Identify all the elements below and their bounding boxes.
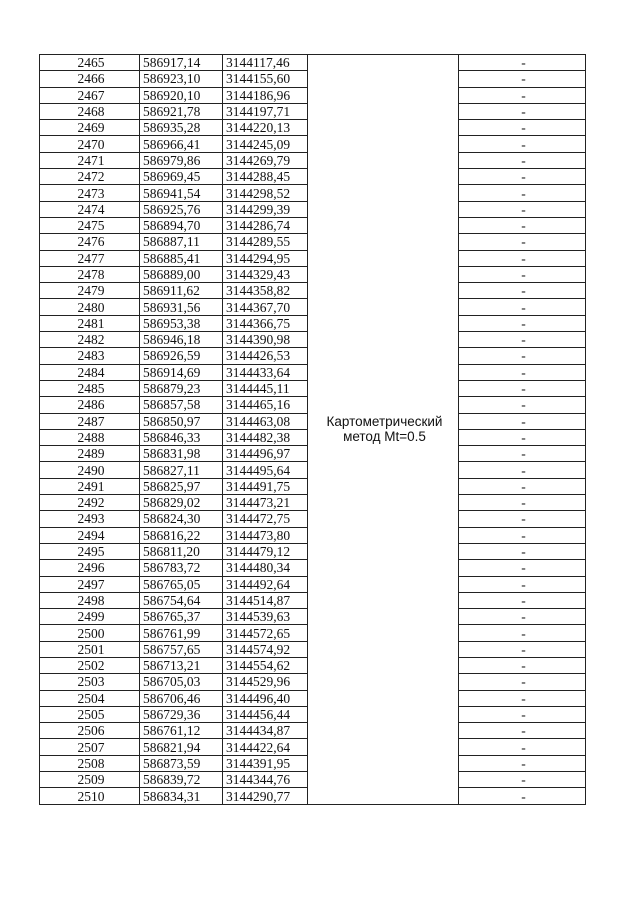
- y-coordinate-cell: 3144290,77: [223, 788, 308, 804]
- y-coordinate-cell: 3144434,87: [223, 723, 308, 739]
- accuracy-dash-cell: -: [459, 87, 586, 103]
- y-coordinate-cell: 3144288,45: [223, 169, 308, 185]
- point-number-cell: 2492: [40, 495, 140, 511]
- x-coordinate-cell: 586706,46: [140, 690, 223, 706]
- accuracy-dash-cell: -: [459, 201, 586, 217]
- x-coordinate-cell: 586754,64: [140, 592, 223, 608]
- accuracy-dash-cell: -: [459, 543, 586, 559]
- x-coordinate-cell: 586761,99: [140, 625, 223, 641]
- x-coordinate-cell: 586839,72: [140, 772, 223, 788]
- x-coordinate-cell: 586829,02: [140, 495, 223, 511]
- x-coordinate-cell: 586765,05: [140, 576, 223, 592]
- x-coordinate-cell: 586834,31: [140, 788, 223, 804]
- point-number-cell: 2500: [40, 625, 140, 641]
- y-coordinate-cell: 3144479,12: [223, 543, 308, 559]
- point-number-cell: 2473: [40, 185, 140, 201]
- x-coordinate-cell: 586831,98: [140, 446, 223, 462]
- point-number-cell: 2507: [40, 739, 140, 755]
- y-coordinate-cell: 3144529,96: [223, 674, 308, 690]
- accuracy-dash-cell: -: [459, 446, 586, 462]
- y-coordinate-cell: 3144269,79: [223, 152, 308, 168]
- point-number-cell: 2506: [40, 723, 140, 739]
- y-coordinate-cell: 3144433,64: [223, 364, 308, 380]
- accuracy-dash-cell: -: [459, 772, 586, 788]
- accuracy-dash-cell: -: [459, 250, 586, 266]
- x-coordinate-cell: 586879,23: [140, 380, 223, 396]
- accuracy-dash-cell: -: [459, 315, 586, 331]
- method-label-line2: метод Mt=0.5: [343, 429, 426, 445]
- y-coordinate-cell: 3144197,71: [223, 103, 308, 119]
- point-number-cell: 2509: [40, 772, 140, 788]
- accuracy-dash-cell: -: [459, 478, 586, 494]
- y-coordinate-cell: 3144539,63: [223, 609, 308, 625]
- x-coordinate-cell: 586894,70: [140, 217, 223, 233]
- accuracy-dash-cell: -: [459, 413, 586, 429]
- accuracy-dash-cell: -: [459, 103, 586, 119]
- x-coordinate-cell: 586850,97: [140, 413, 223, 429]
- method-cell: [308, 55, 459, 805]
- point-number-cell: 2494: [40, 527, 140, 543]
- point-number-cell: 2510: [40, 788, 140, 804]
- x-coordinate-cell: 586931,56: [140, 299, 223, 315]
- y-coordinate-cell: 3144220,13: [223, 120, 308, 136]
- y-coordinate-cell: 3144572,65: [223, 625, 308, 641]
- accuracy-dash-cell: -: [459, 788, 586, 804]
- y-coordinate-cell: 3144391,95: [223, 755, 308, 771]
- method-label-line1: Картометрический: [326, 414, 443, 430]
- accuracy-dash-cell: -: [459, 169, 586, 185]
- point-number-cell: 2495: [40, 543, 140, 559]
- x-coordinate-cell: 586969,45: [140, 169, 223, 185]
- point-number-cell: 2468: [40, 103, 140, 119]
- y-coordinate-cell: 3144465,16: [223, 397, 308, 413]
- point-number-cell: 2502: [40, 657, 140, 673]
- x-coordinate-cell: 586925,76: [140, 201, 223, 217]
- x-coordinate-cell: 586946,18: [140, 332, 223, 348]
- x-coordinate-cell: 586917,14: [140, 55, 223, 71]
- accuracy-dash-cell: -: [459, 674, 586, 690]
- x-coordinate-cell: 586979,86: [140, 152, 223, 168]
- y-coordinate-cell: 3144492,64: [223, 576, 308, 592]
- table-row: [40, 55, 586, 71]
- x-coordinate-cell: 586821,94: [140, 739, 223, 755]
- point-number-cell: 2501: [40, 641, 140, 657]
- point-number-cell: 2508: [40, 755, 140, 771]
- accuracy-dash-cell: -: [459, 657, 586, 673]
- point-number-cell: 2469: [40, 120, 140, 136]
- x-coordinate-cell: 586824,30: [140, 511, 223, 527]
- point-number-cell: 2479: [40, 283, 140, 299]
- accuracy-dash-cell: -: [459, 429, 586, 445]
- y-coordinate-cell: 3144495,64: [223, 462, 308, 478]
- x-coordinate-cell: 586966,41: [140, 136, 223, 152]
- x-coordinate-cell: 586914,69: [140, 364, 223, 380]
- accuracy-dash-cell: -: [459, 511, 586, 527]
- y-coordinate-cell: 3144155,60: [223, 71, 308, 87]
- x-coordinate-cell: 586923,10: [140, 71, 223, 87]
- x-coordinate-cell: 586920,10: [140, 87, 223, 103]
- point-number-cell: 2496: [40, 560, 140, 576]
- accuracy-dash-cell: -: [459, 332, 586, 348]
- y-coordinate-cell: 3144390,98: [223, 332, 308, 348]
- x-coordinate-cell: 586816,22: [140, 527, 223, 543]
- accuracy-dash-cell: -: [459, 234, 586, 250]
- point-number-cell: 2486: [40, 397, 140, 413]
- accuracy-dash-cell: -: [459, 576, 586, 592]
- x-coordinate-cell: 586873,59: [140, 755, 223, 771]
- y-coordinate-cell: 3144245,09: [223, 136, 308, 152]
- y-coordinate-cell: 3144472,75: [223, 511, 308, 527]
- y-coordinate-cell: 3144422,64: [223, 739, 308, 755]
- accuracy-dash-cell: -: [459, 739, 586, 755]
- accuracy-dash-cell: -: [459, 71, 586, 87]
- y-coordinate-cell: 3144463,08: [223, 413, 308, 429]
- y-coordinate-cell: 3144445,11: [223, 380, 308, 396]
- x-coordinate-cell: 586953,38: [140, 315, 223, 331]
- y-coordinate-cell: 3144344,76: [223, 772, 308, 788]
- accuracy-dash-cell: -: [459, 364, 586, 380]
- x-coordinate-cell: 586811,20: [140, 543, 223, 559]
- point-number-cell: 2476: [40, 234, 140, 250]
- x-coordinate-cell: 586761,12: [140, 723, 223, 739]
- x-coordinate-cell: 586705,03: [140, 674, 223, 690]
- point-number-cell: 2499: [40, 609, 140, 625]
- x-coordinate-cell: 586729,36: [140, 706, 223, 722]
- x-coordinate-cell: 586765,37: [140, 609, 223, 625]
- accuracy-dash-cell: -: [459, 266, 586, 282]
- y-coordinate-cell: 3144456,44: [223, 706, 308, 722]
- x-coordinate-cell: 586827,11: [140, 462, 223, 478]
- x-coordinate-cell: 586857,58: [140, 397, 223, 413]
- point-number-cell: 2471: [40, 152, 140, 168]
- point-number-cell: 2504: [40, 690, 140, 706]
- point-number-cell: 2470: [40, 136, 140, 152]
- accuracy-dash-cell: -: [459, 723, 586, 739]
- point-number-cell: 2475: [40, 217, 140, 233]
- y-coordinate-cell: 3144366,75: [223, 315, 308, 331]
- x-coordinate-cell: 586887,11: [140, 234, 223, 250]
- accuracy-dash-cell: -: [459, 299, 586, 315]
- y-coordinate-cell: 3144186,96: [223, 87, 308, 103]
- x-coordinate-cell: 586889,00: [140, 266, 223, 282]
- x-coordinate-cell: 586921,78: [140, 103, 223, 119]
- x-coordinate-cell: 586713,21: [140, 657, 223, 673]
- y-coordinate-cell: 3144554,62: [223, 657, 308, 673]
- point-number-cell: 2484: [40, 364, 140, 380]
- x-coordinate-cell: 586941,54: [140, 185, 223, 201]
- accuracy-dash-cell: -: [459, 690, 586, 706]
- y-coordinate-cell: 3144426,53: [223, 348, 308, 364]
- accuracy-dash-cell: -: [459, 755, 586, 771]
- accuracy-dash-cell: -: [459, 495, 586, 511]
- y-coordinate-cell: 3144358,82: [223, 283, 308, 299]
- point-number-cell: 2472: [40, 169, 140, 185]
- y-coordinate-cell: 3144473,80: [223, 527, 308, 543]
- point-number-cell: 2467: [40, 87, 140, 103]
- accuracy-dash-cell: -: [459, 560, 586, 576]
- y-coordinate-cell: 3144294,95: [223, 250, 308, 266]
- y-coordinate-cell: 3144299,39: [223, 201, 308, 217]
- point-number-cell: 2481: [40, 315, 140, 331]
- accuracy-dash-cell: -: [459, 120, 586, 136]
- point-number-cell: 2474: [40, 201, 140, 217]
- accuracy-dash-cell: -: [459, 462, 586, 478]
- point-number-cell: 2466: [40, 71, 140, 87]
- accuracy-dash-cell: -: [459, 527, 586, 543]
- point-number-cell: 2490: [40, 462, 140, 478]
- point-number-cell: 2497: [40, 576, 140, 592]
- y-coordinate-cell: 3144473,21: [223, 495, 308, 511]
- y-coordinate-cell: 3144574,92: [223, 641, 308, 657]
- point-number-cell: 2505: [40, 706, 140, 722]
- point-number-cell: 2478: [40, 266, 140, 282]
- accuracy-dash-cell: -: [459, 185, 586, 201]
- y-coordinate-cell: 3144482,38: [223, 429, 308, 445]
- point-number-cell: 2503: [40, 674, 140, 690]
- x-coordinate-cell: 586926,59: [140, 348, 223, 364]
- accuracy-dash-cell: -: [459, 136, 586, 152]
- y-coordinate-cell: 3144480,34: [223, 560, 308, 576]
- point-number-cell: 2491: [40, 478, 140, 494]
- accuracy-dash-cell: -: [459, 609, 586, 625]
- point-number-cell: 2498: [40, 592, 140, 608]
- x-coordinate-cell: 586885,41: [140, 250, 223, 266]
- x-coordinate-cell: 586846,33: [140, 429, 223, 445]
- accuracy-dash-cell: -: [459, 348, 586, 364]
- y-coordinate-cell: 3144496,97: [223, 446, 308, 462]
- coordinates-table: [39, 54, 586, 805]
- point-number-cell: 2480: [40, 299, 140, 315]
- y-coordinate-cell: 3144496,40: [223, 690, 308, 706]
- point-number-cell: 2489: [40, 446, 140, 462]
- point-number-cell: 2487: [40, 413, 140, 429]
- point-number-cell: 2477: [40, 250, 140, 266]
- accuracy-dash-cell: -: [459, 152, 586, 168]
- y-coordinate-cell: 3144298,52: [223, 185, 308, 201]
- accuracy-dash-cell: -: [459, 283, 586, 299]
- accuracy-dash-cell: -: [459, 625, 586, 641]
- y-coordinate-cell: 3144514,87: [223, 592, 308, 608]
- point-number-cell: 2493: [40, 511, 140, 527]
- accuracy-dash-cell: -: [459, 641, 586, 657]
- x-coordinate-cell: 586783,72: [140, 560, 223, 576]
- point-number-cell: 2483: [40, 348, 140, 364]
- accuracy-dash-cell: -: [459, 592, 586, 608]
- x-coordinate-cell: 586935,28: [140, 120, 223, 136]
- y-coordinate-cell: 3144329,43: [223, 266, 308, 282]
- point-number-cell: 2482: [40, 332, 140, 348]
- y-coordinate-cell: 3144117,46: [223, 55, 308, 71]
- y-coordinate-cell: 3144491,75: [223, 478, 308, 494]
- point-number-cell: 2488: [40, 429, 140, 445]
- x-coordinate-cell: 586825,97: [140, 478, 223, 494]
- y-coordinate-cell: 3144286,74: [223, 217, 308, 233]
- x-coordinate-cell: 586757,65: [140, 641, 223, 657]
- accuracy-dash-cell: -: [459, 380, 586, 396]
- y-coordinate-cell: 3144289,55: [223, 234, 308, 250]
- accuracy-dash-cell: -: [459, 706, 586, 722]
- y-coordinate-cell: 3144367,70: [223, 299, 308, 315]
- accuracy-dash-cell: -: [459, 397, 586, 413]
- x-coordinate-cell: 586911,62: [140, 283, 223, 299]
- point-number-cell: 2465: [40, 55, 140, 71]
- accuracy-dash-cell: -: [459, 55, 586, 71]
- coordinates-table-body: [40, 55, 586, 805]
- accuracy-dash-cell: -: [459, 217, 586, 233]
- point-number-cell: 2485: [40, 380, 140, 396]
